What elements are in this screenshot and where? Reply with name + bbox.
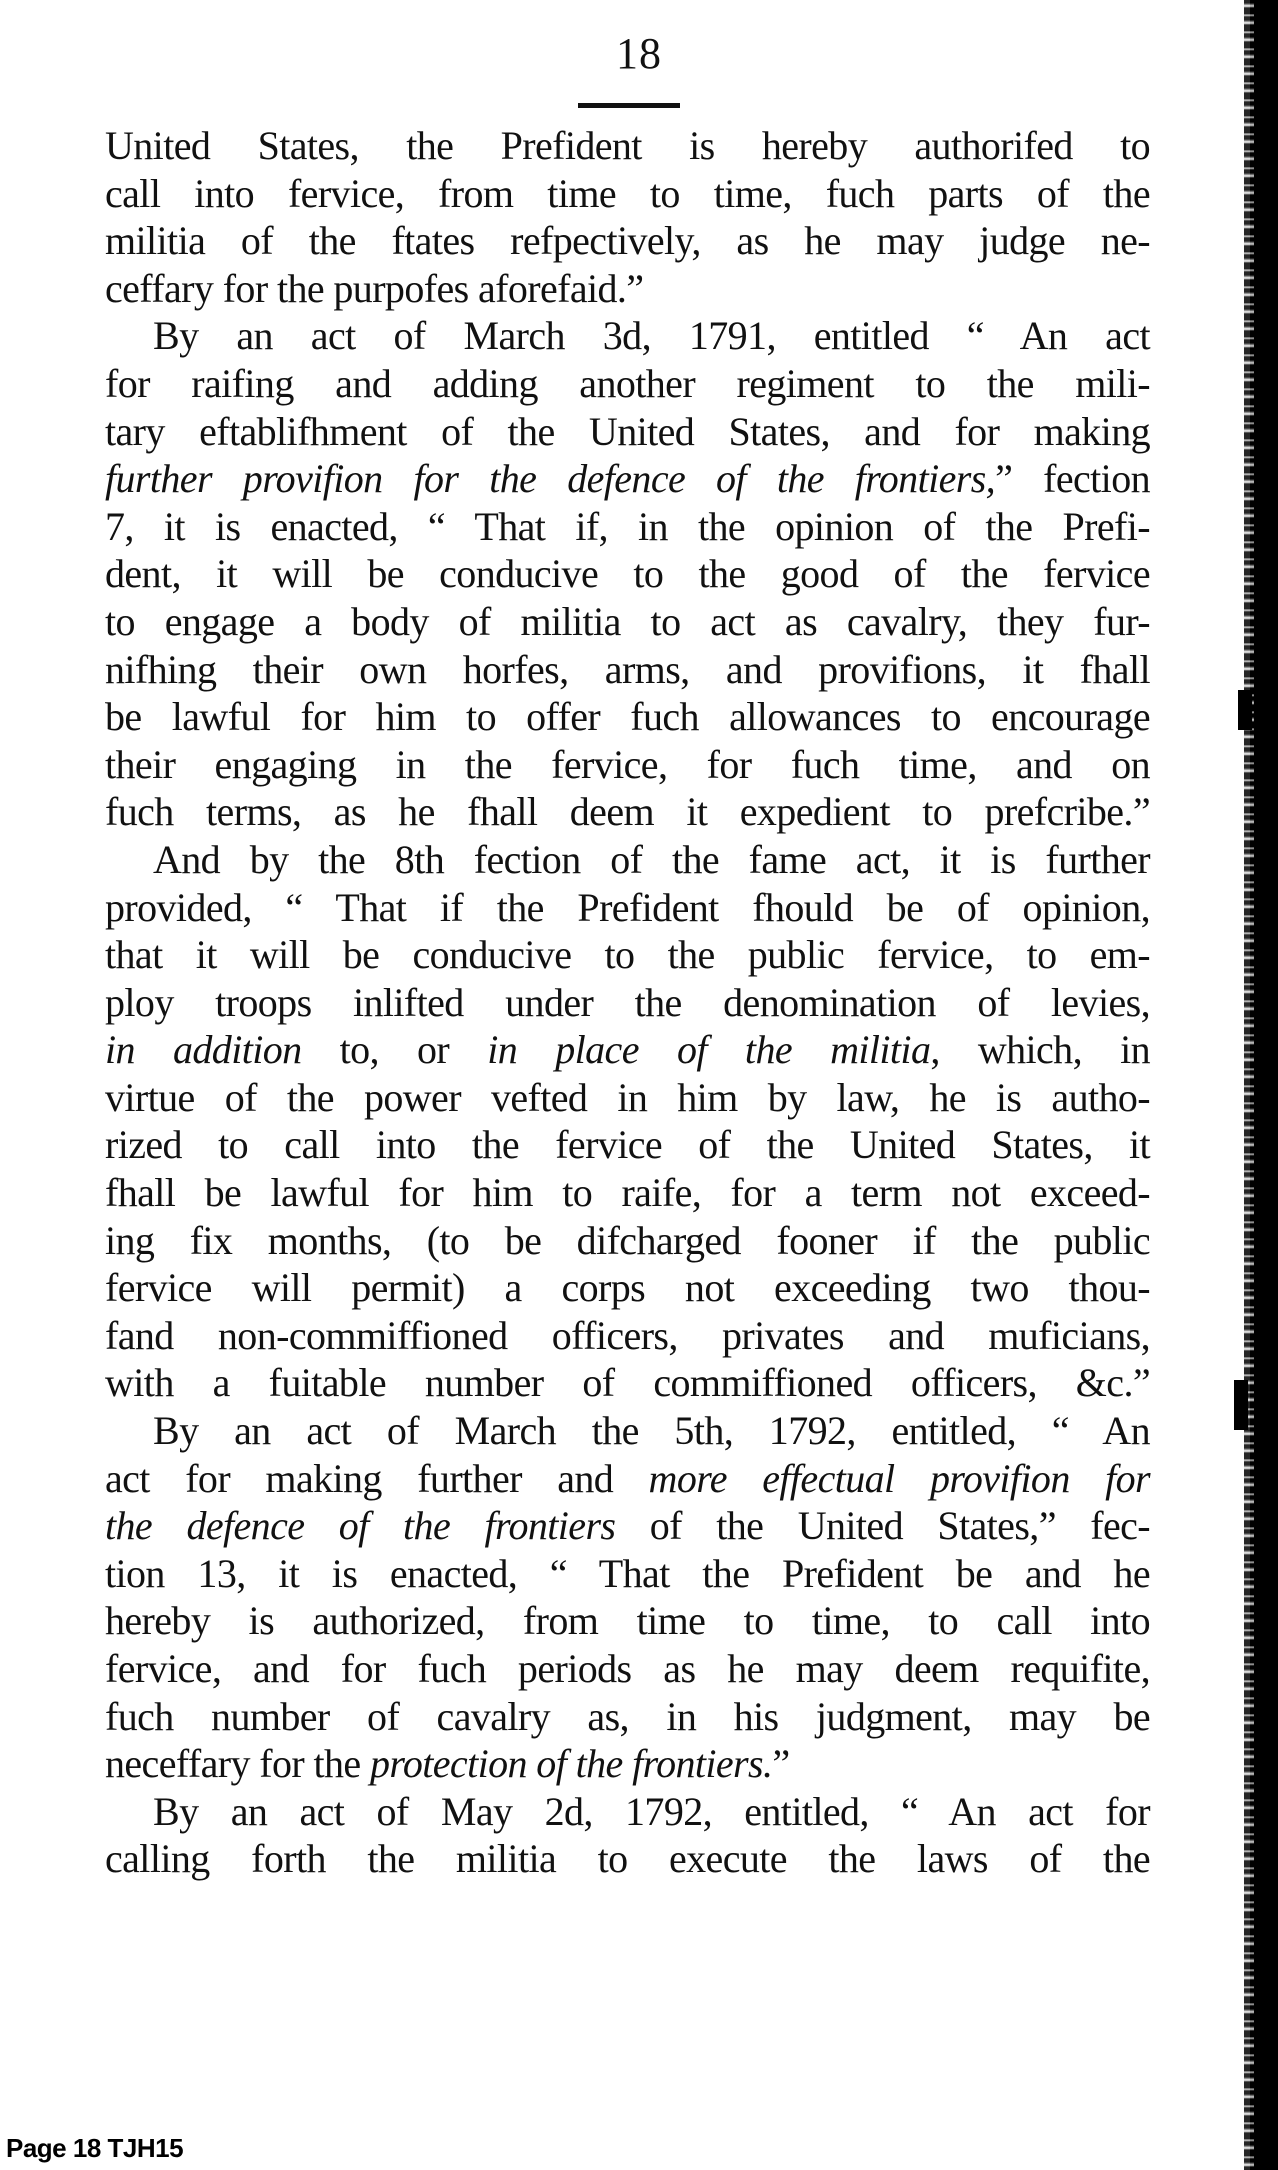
text-segment: fervice will permit) a corps not exceeding two thou- <box>105 1265 1150 1311</box>
text-segment: nifhing their own horfes, arms, and provifions, it fhall <box>105 646 1150 692</box>
text-line <box>105 1597 1150 1645</box>
text-segment: By an act of March the 5th, 1792, entitled, “ An <box>153 1408 1150 1454</box>
text-segment: call into fervice, from time to time, fuch parts of the <box>105 170 1150 216</box>
text-segment: , which, in <box>930 1027 1150 1073</box>
book-gutter-shadow <box>1250 0 1278 2170</box>
text-segment: to engage a body of militia to act as cavalry, they fur- <box>105 598 1150 644</box>
text-segment: neceffary for the <box>105 1741 370 1787</box>
text-line <box>105 1740 1150 1788</box>
text-segment: militia of the ftates refpectively, as he may judge ne- <box>105 218 1150 264</box>
text-line <box>105 1645 1150 1693</box>
italic-text: the defence of the frontiers <box>105 1503 616 1549</box>
text-segment: rized to call into the fervice of the United States, it <box>105 1122 1150 1168</box>
italic-text: in addition <box>105 1027 302 1073</box>
text-segment: 7, it is enacted, “ That if, in the opinion of the Prefi- <box>105 503 1150 549</box>
text-line <box>105 1074 1150 1122</box>
body-text <box>105 122 1150 1883</box>
text-line <box>105 836 1150 884</box>
page-footer-label: Page 18 TJH15 <box>6 2133 184 2163</box>
italic-text: more effectual provifion for <box>648 1455 1150 1501</box>
text-segment: to, or <box>301 1027 488 1073</box>
book-gutter-edge <box>1244 0 1254 2170</box>
text-segment: fuch terms, as he fhall deem it expedient to prefcribe.” <box>105 789 1150 835</box>
gutter-notch <box>1234 1380 1248 1430</box>
text-line <box>105 979 1150 1027</box>
text-line <box>105 408 1150 456</box>
text-segment: By an act of May 2d, 1792, entitled, “ An act for <box>153 1788 1150 1834</box>
text-segment: fuch number of cavalry as, in his judgment, may be <box>105 1693 1150 1739</box>
text-segment: act for making further and <box>105 1455 649 1501</box>
text-line <box>105 1550 1150 1598</box>
text-line <box>105 1312 1150 1360</box>
text-line <box>105 931 1150 979</box>
text-line <box>105 312 1150 360</box>
text-segment: for raifing and adding another regiment to the mili- <box>105 360 1150 406</box>
text-segment: ploy troops inlifted under the denomination of levies, <box>105 979 1150 1025</box>
text-segment: fhall be lawful for him to raife, for a term not exceed- <box>105 1170 1150 1216</box>
text-segment: United States, the Prefident is hereby authorifed to <box>105 123 1150 168</box>
text-segment: that it will be conducive to the public fervice, to em- <box>105 932 1150 978</box>
text-segment: virtue of the power vefted in him by law, he is autho- <box>105 1074 1150 1120</box>
text-segment: calling forth the militia to execute the laws of the <box>105 1836 1150 1882</box>
text-line <box>105 884 1150 932</box>
text-line <box>105 693 1150 741</box>
text-line <box>105 360 1150 408</box>
text-line <box>105 1693 1150 1741</box>
text-line <box>105 1264 1150 1312</box>
text-line <box>105 455 1150 503</box>
header-rule <box>578 103 680 108</box>
text-line <box>105 1359 1150 1407</box>
italic-text: in place of the militia <box>487 1027 931 1073</box>
text-line <box>105 170 1150 218</box>
text-line <box>105 1217 1150 1265</box>
page-number: 18 <box>616 29 662 78</box>
text-segment: be lawful for him to offer fuch allowances to encourage <box>105 694 1150 740</box>
text-line <box>105 646 1150 694</box>
text-line <box>105 217 1150 265</box>
text-segment: hereby is authorized, from time to time, to call into <box>105 1598 1150 1644</box>
text-segment: tion 13, it is enacted, “ That the Prefident be and he <box>105 1550 1150 1596</box>
text-line <box>105 122 1150 170</box>
text-line <box>105 741 1150 789</box>
text-segment: of the United States,” fec- <box>615 1503 1150 1549</box>
text-segment: And by the 8th fection of the fame act, it is further <box>153 836 1150 882</box>
text-line <box>105 1835 1150 1883</box>
text-line <box>105 1169 1150 1217</box>
text-line <box>105 1455 1150 1503</box>
text-line <box>105 550 1150 598</box>
text-segment: dent, it will be conducive to the good of the fervice <box>105 551 1150 597</box>
text-line <box>105 788 1150 836</box>
text-segment: ” <box>772 1741 790 1787</box>
text-segment: their engaging in the fervice, for fuch time, and on <box>105 741 1150 787</box>
text-segment: ing fix months, (to be difcharged fooner if the public <box>105 1217 1150 1263</box>
text-segment: ceffary for the purpofes aforefaid.” <box>105 265 644 311</box>
text-line <box>105 503 1150 551</box>
text-segment: provided, “ That if the Prefident fhould be of opinion, <box>105 884 1150 930</box>
text-line <box>105 265 1150 313</box>
text-segment: tary eftablifhment of the United States, and for making <box>105 408 1150 454</box>
text-line <box>105 1121 1150 1169</box>
text-segment: ” fection <box>995 456 1150 502</box>
italic-text: further provifion for the defence of the frontiers, <box>105 456 996 502</box>
gutter-notch <box>1238 690 1252 730</box>
text-line <box>105 598 1150 646</box>
text-line <box>105 1407 1150 1455</box>
text-line <box>105 1502 1150 1550</box>
text-segment: with a fuitable number of commiffioned officers, &c.” <box>105 1360 1150 1406</box>
italic-text: protection of the frontiers. <box>369 1741 773 1787</box>
text-segment: fervice, and for fuch periods as he may deem requifite, <box>105 1646 1150 1691</box>
text-line <box>105 1026 1150 1074</box>
text-segment: fand non-commiffioned officers, privates and muficians, <box>105 1312 1150 1358</box>
text-line <box>105 1788 1150 1836</box>
text-segment: By an act of March 3d, 1791, entitled “ An act <box>153 313 1150 359</box>
